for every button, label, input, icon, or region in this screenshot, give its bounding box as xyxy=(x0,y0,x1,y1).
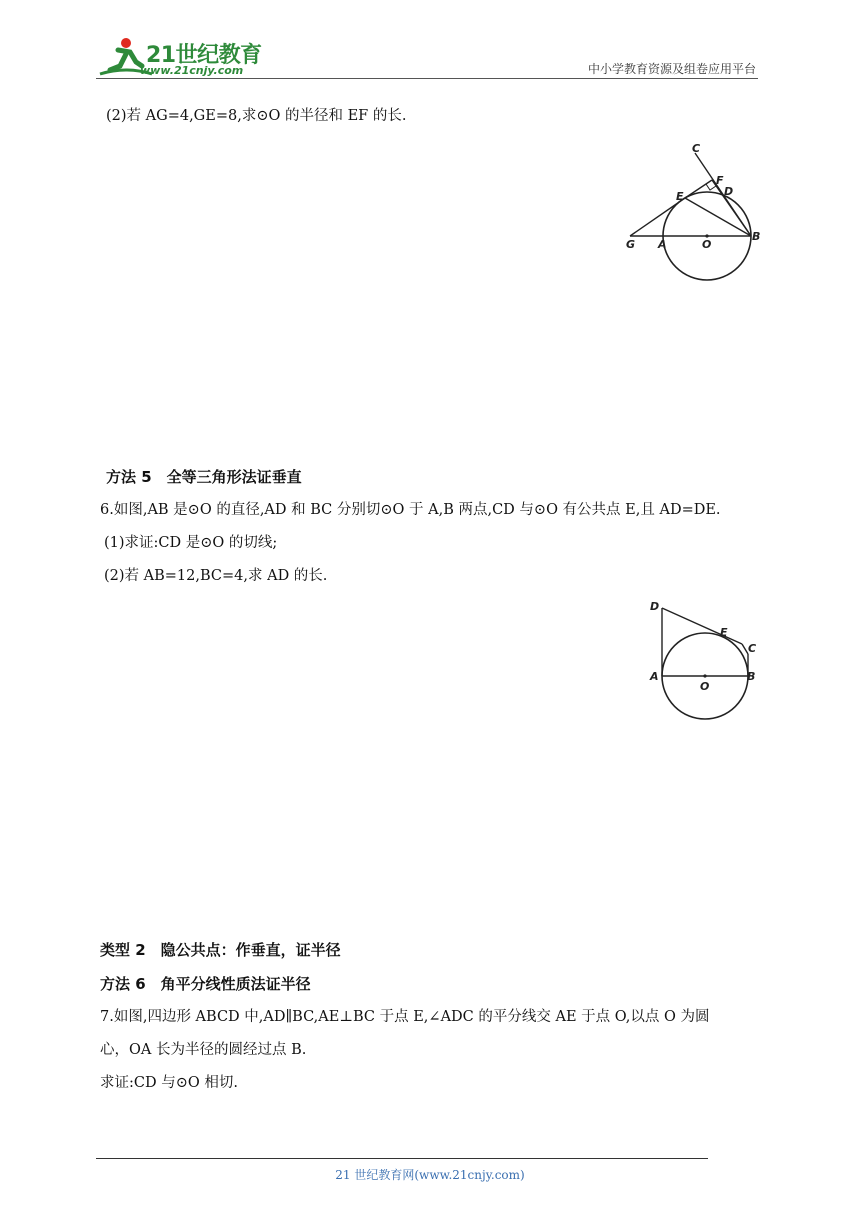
q6-part1: (1)求证:CD 是⊙O 的切线; xyxy=(104,535,278,551)
label-D: D xyxy=(724,185,734,198)
header-divider xyxy=(96,78,758,79)
label-B: B xyxy=(752,230,761,243)
label-G: G xyxy=(626,238,636,251)
label-O: O xyxy=(700,680,710,693)
method5-heading: 方法 5 全等三角形法证垂直 xyxy=(106,468,302,486)
figure-2-circle-tangents xyxy=(646,598,766,723)
label-O: O xyxy=(702,238,712,251)
label-E: E xyxy=(720,626,728,639)
footer-divider xyxy=(96,1158,708,1159)
q7-line1: 7.如图,四边形 ABCD 中,AD∥BC,AE⊥BC 于点 E,∠ADC 的平分线交 AE 于点 O,以点 O 为圆 xyxy=(100,1009,710,1025)
label-A: A xyxy=(658,238,667,251)
label-F: F xyxy=(716,174,724,187)
footer-link[interactable]: 21 世纪教育网(www.21cnjy.com) xyxy=(335,1168,525,1182)
logo-text: 21世纪教育 xyxy=(146,43,262,68)
method6-heading: 方法 6 角平分线性质法证半径 xyxy=(100,975,311,993)
platform-title: 中小学教育资源及组卷应用平台 xyxy=(587,62,756,76)
label-E: E xyxy=(676,190,684,203)
q7-line2: 心，OA 长为半径的圆经过点 B. xyxy=(100,1042,307,1058)
label-D: D xyxy=(650,600,660,613)
logo-url: www.21cnjy.com xyxy=(140,64,244,77)
q6-stem: 6.如图,AB 是⊙O 的直径,AD 和 BC 分别切⊙O 于 A,B 两点,CD 与⊙O 有公共点 E,且 AD=DE. xyxy=(100,502,721,518)
q7-line3: 求证:CD 与⊙O 相切. xyxy=(100,1075,238,1091)
label-A: A xyxy=(650,670,659,683)
figure-1-circle-tangent xyxy=(620,138,770,283)
label-C: C xyxy=(692,142,701,155)
q6-part2: (2)若 AB=12,BC=4,求 AD 的长. xyxy=(104,568,328,584)
type2-heading: 类型 2 隐公共点：作垂直，证半径 xyxy=(100,941,341,959)
label-C: C xyxy=(748,642,757,655)
q5-part2: (2)若 AG=4,GE=8,求⊙O 的半径和 EF 的长. xyxy=(106,108,407,124)
label-B: B xyxy=(747,670,756,683)
